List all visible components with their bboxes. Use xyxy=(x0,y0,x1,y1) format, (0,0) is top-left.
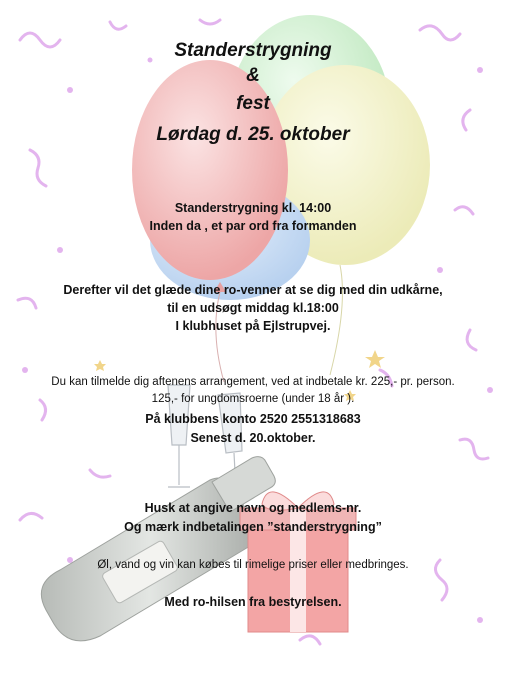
dinner-invite: Derefter vil det glæde dine ro-venner at se dig med din udkårne, xyxy=(63,283,443,297)
ceremony-time: Standerstrygning kl. 14:00 xyxy=(174,201,332,215)
heading-subtitle: fest xyxy=(236,93,270,114)
heading-title: Standerstrygning xyxy=(174,40,332,61)
payment-label: Og mærk indbetalingen ”standerstrygning” xyxy=(124,520,382,534)
signup-info: Du kan tilmelde dig aftenens arrangement, ved at indbetale kr. 225,- pr. person. xyxy=(51,376,455,388)
champagne-bottle-icon xyxy=(41,457,275,641)
youth-price: 125,- for ungdomsroerne (under 18 år ). xyxy=(151,393,355,405)
dinner-location: I klubhuset på Ejlstrupvej. xyxy=(175,319,331,333)
chairman-speech: Inden da , et par ord fra formanden xyxy=(149,219,357,233)
drinks-info: Øl, vand og vin kan købes til rimelige priser eller medbringes. xyxy=(97,559,409,571)
heading-ampersand: & xyxy=(246,65,260,86)
heading-date: Lørdag d. 25. oktober xyxy=(156,124,350,145)
name-reminder: Husk at angive navn og medlems-nr. xyxy=(144,501,362,515)
bank-account: På klubbens konto 2520 2551318683 xyxy=(145,412,361,426)
signature: Med ro-hilsen fra bestyrelsen. xyxy=(164,595,342,609)
dinner-time: til en udsøgt middag kl.18:00 xyxy=(167,301,339,315)
signup-deadline: Senest d. 20.oktober. xyxy=(190,431,316,445)
